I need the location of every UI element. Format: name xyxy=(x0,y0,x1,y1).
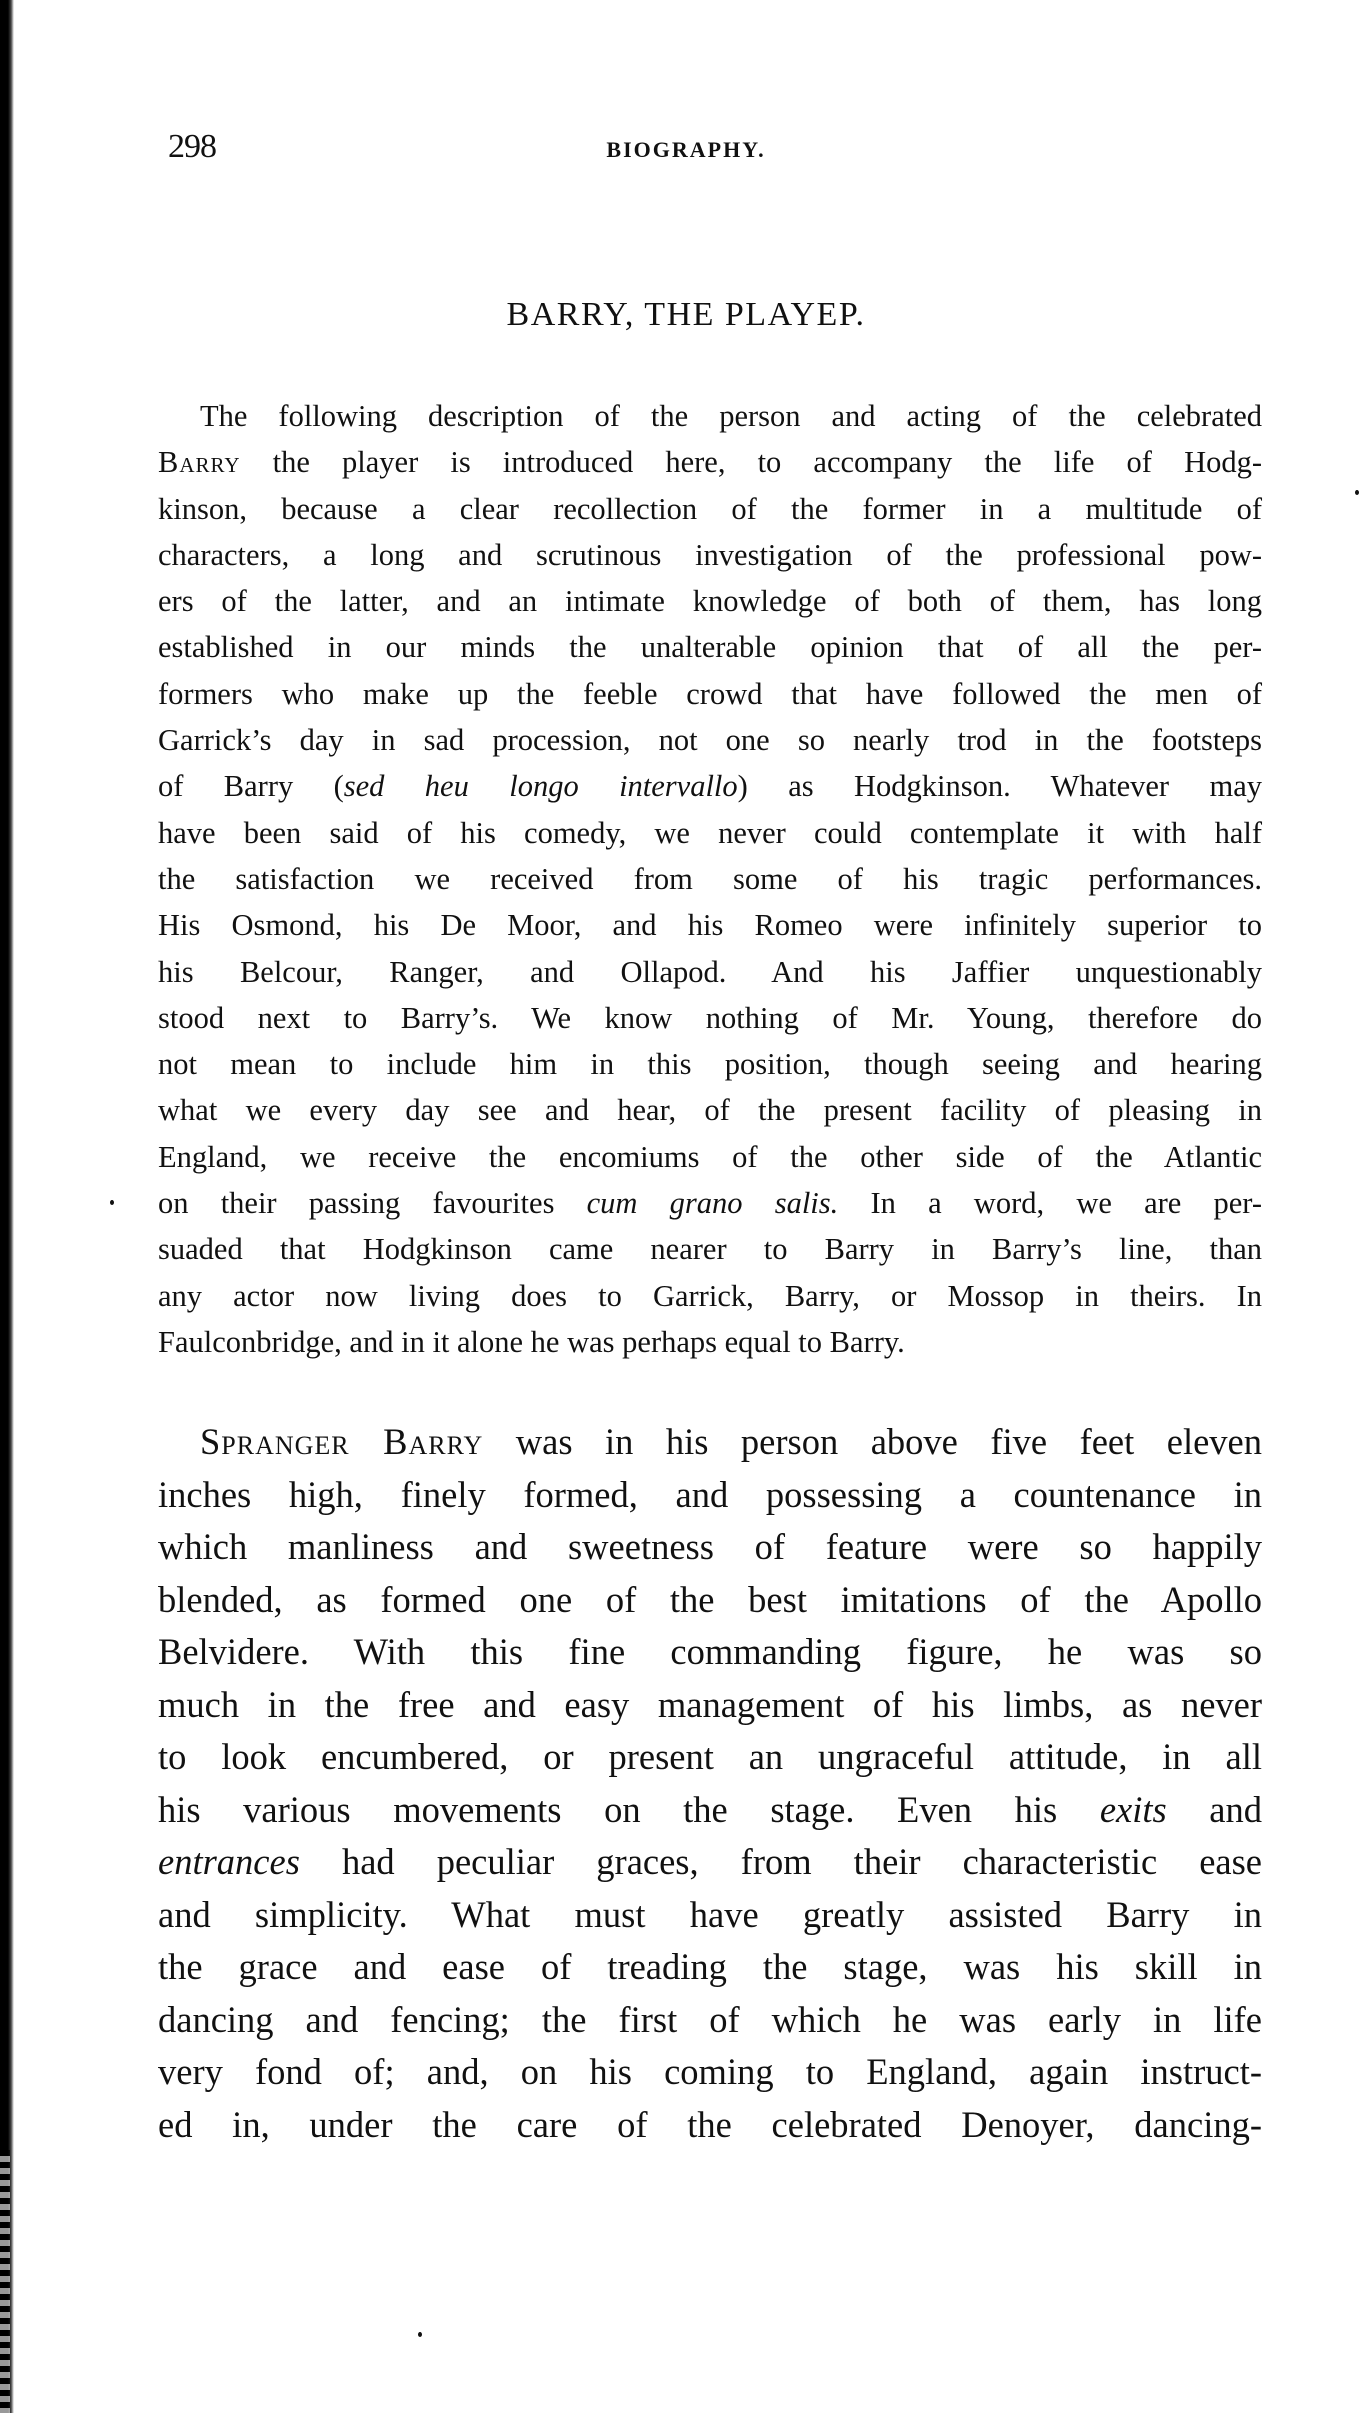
text-line xyxy=(158,902,1262,948)
print-speck xyxy=(418,2332,422,2337)
text-run: any actor now living does to Garrick, Barry, or Mossop in theirs. In xyxy=(158,1278,1262,1313)
text-run: suaded that Hodgkinson came nearer to Barry in Barry’s line, than xyxy=(158,1232,1262,1267)
text-line xyxy=(158,532,1262,578)
text-run: ed in, under the care of the celebrated Denoyer, dancing- xyxy=(158,2103,1262,2145)
text-line xyxy=(158,1521,1262,1574)
small-caps-name: Spranger Barry xyxy=(200,1421,484,1462)
print-speck xyxy=(110,1200,114,1205)
text-run: ers of the latter, and an intimate knowledge of both of them, has long xyxy=(158,584,1262,619)
text-line xyxy=(158,1941,1262,1994)
text-line xyxy=(158,1784,1262,1837)
text-line xyxy=(158,486,1262,532)
text-run: which manliness and sweetness of feature were so happily xyxy=(158,1526,1262,1567)
text-line xyxy=(158,763,1262,809)
text-run: Belvidere. With this fine commanding figure, he was so xyxy=(158,1631,1262,1672)
article-title: BARRY, THE PLAYEP. xyxy=(506,296,866,333)
text-run: blended, as formed one of the best imitations of the Apollo xyxy=(158,1578,1262,1620)
small-caps-name: Barry xyxy=(158,445,241,480)
text-line xyxy=(158,1041,1262,1087)
text-run: very fond of; and, on his coming to England, again instruct- xyxy=(158,2051,1262,2092)
text-line xyxy=(158,810,1262,856)
italic-phrase: exits xyxy=(1099,1788,1167,1830)
text-line xyxy=(158,624,1262,670)
text-run: Faulconbridge, and in it alone he was perhaps equal to Barry. xyxy=(158,1324,905,1359)
text-run: his Belcour, Ranger, and Ollapod. And his Jaffier unquestionably xyxy=(158,954,1262,989)
text-run: kinson, because a clear recollection of the former in a multitude of xyxy=(158,491,1262,526)
italic-phrase: sed heu longo intervallo xyxy=(343,769,738,804)
text-run: of Barry ( xyxy=(158,769,344,804)
text-run: to look encumbered, or present an ungraceful attitude, in all xyxy=(158,1736,1262,1777)
text-line xyxy=(158,578,1262,624)
intro-paragraph xyxy=(158,393,1262,1365)
text-line xyxy=(158,1994,1262,2047)
page-binding-wear xyxy=(0,2150,10,2413)
text-run: was in his person above five feet eleven xyxy=(483,1421,1262,1462)
text-line xyxy=(158,856,1262,902)
text-line xyxy=(158,1469,1262,1522)
text-run: ) as Hodgkinson. Whatever may xyxy=(737,769,1262,804)
text-line xyxy=(158,671,1262,717)
text-line xyxy=(158,393,1262,439)
text-line xyxy=(158,1574,1262,1627)
text-run: the satisfaction we received from some of his tragic performances. xyxy=(158,861,1262,896)
italic-phrase: cum grano salis. xyxy=(586,1186,839,1221)
text-run: characters, a long and scrutinous investigation of the professional pow- xyxy=(158,537,1262,572)
text-run: the player is introduced here, to accompany the life of Hodg- xyxy=(240,445,1262,480)
text-run: not mean to include him in this position, though seeing and hearing xyxy=(158,1047,1262,1082)
text-run: have been said of his comedy, we never could contemplate it with half xyxy=(158,815,1262,850)
text-run: and simplicity. What must have greatly assisted Barry in xyxy=(158,1893,1262,1935)
text-run: established in our minds the unalterable opinion that of all the per- xyxy=(158,630,1262,665)
page-number: 298 xyxy=(168,128,216,165)
text-run: his various movements on the stage. Even his xyxy=(158,1788,1100,1830)
text-run: on their passing favourites xyxy=(158,1186,587,1221)
text-line xyxy=(158,2046,1262,2099)
text-line xyxy=(158,949,1262,995)
text-run: stood next to Barry’s. We know nothing of Mr. Young, therefore do xyxy=(158,1000,1262,1035)
page-binding-edge xyxy=(0,0,14,2413)
text-line xyxy=(158,1836,1262,1889)
text-run: what we every day see and hear, of the present facility of pleasing in xyxy=(158,1093,1262,1128)
text-line xyxy=(158,1679,1262,1732)
text-line xyxy=(158,1889,1262,1942)
text-run: inches high, finely formed, and possessing a countenance in xyxy=(158,1473,1262,1515)
text-line xyxy=(158,1180,1262,1226)
text-line xyxy=(158,439,1262,485)
text-line xyxy=(158,1226,1262,1272)
text-line xyxy=(158,1416,1262,1469)
text-run: Garrick’s day in sad procession, not one so nearly trod in the footsteps xyxy=(158,723,1262,758)
text-line xyxy=(158,1626,1262,1679)
text-run: England, we receive the encomiums of the other side of the Atlantic xyxy=(158,1139,1262,1174)
text-line xyxy=(158,1731,1262,1784)
text-run: the grace and ease of treading the stage, was his skill in xyxy=(158,1946,1262,1987)
text-run: His Osmond, his De Moor, and his Romeo were infinitely superior to xyxy=(158,908,1262,943)
text-line xyxy=(158,1273,1262,1319)
text-run: formers who make up the feeble crowd that have followed the men of xyxy=(158,676,1262,711)
italic-phrase: entrances xyxy=(158,1841,300,1882)
text-line xyxy=(158,1134,1262,1180)
text-run: dancing and fencing; the first of which he was early in life xyxy=(158,1998,1262,2040)
text-line xyxy=(158,2099,1262,2152)
text-line xyxy=(158,1319,1262,1365)
text-run: and xyxy=(1166,1788,1262,1830)
running-head: BIOGRAPHY. xyxy=(606,137,766,162)
print-speck xyxy=(1355,490,1359,495)
biography-paragraph xyxy=(158,1416,1262,2151)
text-run: much in the free and easy management of his limbs, as never xyxy=(158,1683,1262,1725)
text-run: The following description of the person and acting of the celebrated xyxy=(200,399,1262,433)
text-line xyxy=(158,717,1262,763)
text-run: had peculiar graces, from their characteristic ease xyxy=(299,1841,1262,1882)
text-run: In a word, we are per- xyxy=(838,1186,1262,1221)
text-line xyxy=(158,995,1262,1041)
text-line xyxy=(158,1087,1262,1133)
